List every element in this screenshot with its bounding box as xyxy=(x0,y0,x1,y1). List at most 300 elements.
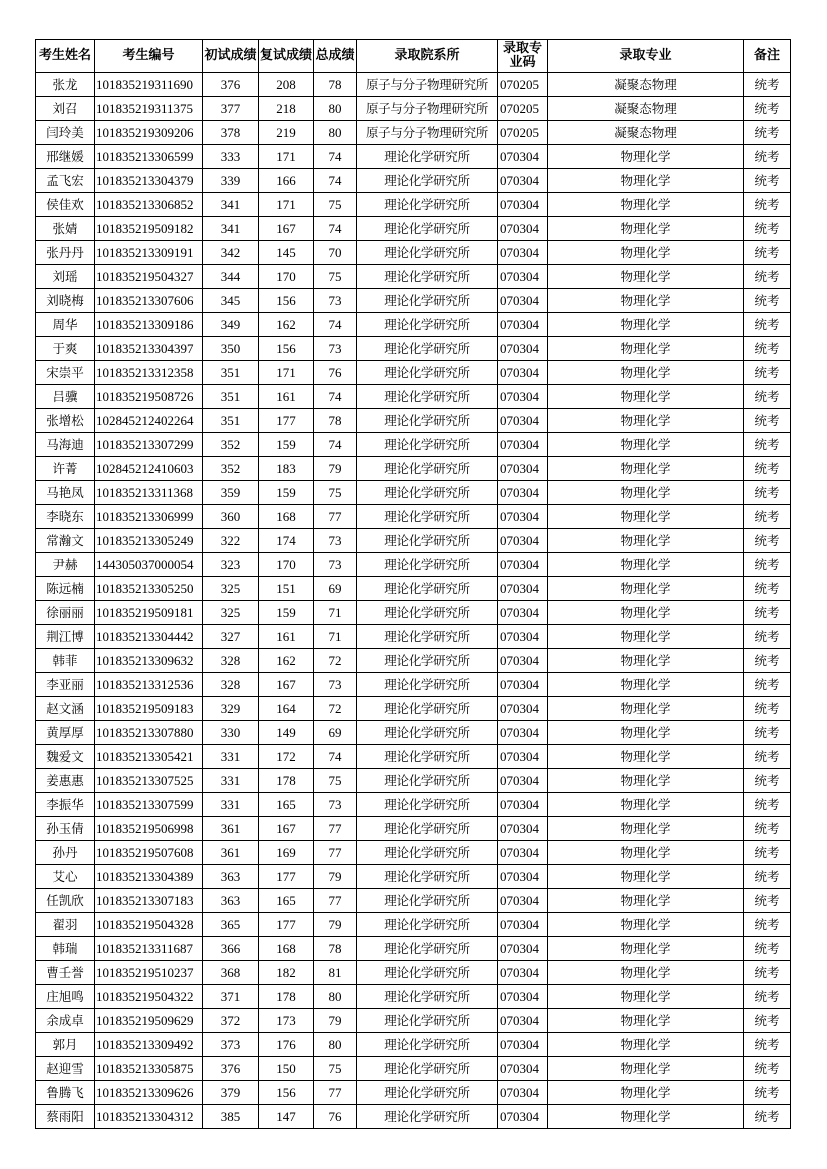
cell-total-score: 75 xyxy=(314,265,357,289)
cell-major-code: 070304 xyxy=(498,433,548,457)
cell-candidate-id: 101835219508726 xyxy=(95,385,203,409)
cell-note: 统考 xyxy=(744,985,791,1009)
cell-major-code: 070304 xyxy=(498,721,548,745)
cell-note: 统考 xyxy=(744,793,791,817)
cell-note: 统考 xyxy=(744,937,791,961)
cell-major-code: 070205 xyxy=(498,97,548,121)
header-major-code: 录取专业码 xyxy=(498,40,548,73)
cell-note: 统考 xyxy=(744,1033,791,1057)
cell-retest-score: 178 xyxy=(259,985,314,1009)
cell-major: 物理化学 xyxy=(548,745,744,769)
cell-candidate-id: 101835213307299 xyxy=(95,433,203,457)
cell-candidate-id: 101835219509182 xyxy=(95,217,203,241)
cell-prelim-score: 372 xyxy=(203,1009,259,1033)
cell-retest-score: 219 xyxy=(259,121,314,145)
cell-major: 物理化学 xyxy=(548,241,744,265)
cell-note: 统考 xyxy=(744,721,791,745)
table-row xyxy=(36,841,791,865)
cell-total-score: 74 xyxy=(314,313,357,337)
cell-note: 统考 xyxy=(744,961,791,985)
cell-note: 统考 xyxy=(744,577,791,601)
cell-name: 李亚丽 xyxy=(36,673,95,697)
cell-prelim-score: 344 xyxy=(203,265,259,289)
cell-note: 统考 xyxy=(744,193,791,217)
cell-note: 统考 xyxy=(744,409,791,433)
cell-prelim-score: 379 xyxy=(203,1081,259,1105)
cell-prelim-score: 331 xyxy=(203,793,259,817)
cell-name: 任凯欣 xyxy=(36,889,95,913)
cell-name: 于爽 xyxy=(36,337,95,361)
header-department: 录取院系所 xyxy=(357,40,498,73)
cell-name: 赵文涵 xyxy=(36,697,95,721)
cell-retest-score: 151 xyxy=(259,577,314,601)
cell-major-code: 070205 xyxy=(498,73,548,97)
cell-name: 赵迎雪 xyxy=(36,1057,95,1081)
cell-retest-score: 171 xyxy=(259,145,314,169)
cell-total-score: 77 xyxy=(314,841,357,865)
cell-retest-score: 177 xyxy=(259,865,314,889)
cell-major-code: 070304 xyxy=(498,169,548,193)
cell-total-score: 72 xyxy=(314,649,357,673)
cell-retest-score: 167 xyxy=(259,673,314,697)
cell-major: 物理化学 xyxy=(548,889,744,913)
table-row xyxy=(36,169,791,193)
cell-prelim-score: 327 xyxy=(203,625,259,649)
cell-total-score: 71 xyxy=(314,625,357,649)
cell-candidate-id: 101835213312358 xyxy=(95,361,203,385)
cell-note: 统考 xyxy=(744,649,791,673)
cell-department: 原子与分子物理研究所 xyxy=(357,97,498,121)
cell-major-code: 070304 xyxy=(498,937,548,961)
cell-prelim-score: 365 xyxy=(203,913,259,937)
cell-prelim-score: 351 xyxy=(203,409,259,433)
cell-candidate-id: 101835213307525 xyxy=(95,769,203,793)
cell-note: 统考 xyxy=(744,433,791,457)
cell-major-code: 070304 xyxy=(498,889,548,913)
cell-major-code: 070304 xyxy=(498,649,548,673)
table-row xyxy=(36,217,791,241)
cell-retest-score: 162 xyxy=(259,649,314,673)
cell-name: 韩瑞 xyxy=(36,937,95,961)
cell-prelim-score: 325 xyxy=(203,577,259,601)
cell-department: 理论化学研究所 xyxy=(357,1033,498,1057)
cell-major: 物理化学 xyxy=(548,1033,744,1057)
cell-candidate-id: 101835219311375 xyxy=(95,97,203,121)
cell-total-score: 79 xyxy=(314,913,357,937)
cell-major-code: 070304 xyxy=(498,745,548,769)
cell-retest-score: 172 xyxy=(259,745,314,769)
cell-prelim-score: 360 xyxy=(203,505,259,529)
table-row xyxy=(36,1081,791,1105)
cell-major: 物理化学 xyxy=(548,913,744,937)
cell-name: 孟飞宏 xyxy=(36,169,95,193)
cell-total-score: 73 xyxy=(314,529,357,553)
cell-prelim-score: 342 xyxy=(203,241,259,265)
cell-retest-score: 167 xyxy=(259,817,314,841)
cell-major: 物理化学 xyxy=(548,385,744,409)
cell-name: 常瀚文 xyxy=(36,529,95,553)
cell-total-score: 75 xyxy=(314,1057,357,1081)
cell-note: 统考 xyxy=(744,97,791,121)
cell-total-score: 69 xyxy=(314,721,357,745)
cell-retest-score: 145 xyxy=(259,241,314,265)
cell-total-score: 74 xyxy=(314,433,357,457)
cell-retest-score: 167 xyxy=(259,217,314,241)
cell-major: 物理化学 xyxy=(548,1009,744,1033)
header-note: 备注 xyxy=(744,40,791,73)
cell-name: 鲁腾飞 xyxy=(36,1081,95,1105)
cell-major: 物理化学 xyxy=(548,937,744,961)
header-name: 考生姓名 xyxy=(36,40,95,73)
cell-major-code: 070304 xyxy=(498,313,548,337)
cell-department: 理论化学研究所 xyxy=(357,529,498,553)
table-row xyxy=(36,481,791,505)
cell-department: 理论化学研究所 xyxy=(357,793,498,817)
table-row xyxy=(36,265,791,289)
cell-major: 物理化学 xyxy=(548,265,744,289)
cell-total-score: 73 xyxy=(314,673,357,697)
cell-name: 刘召 xyxy=(36,97,95,121)
cell-note: 统考 xyxy=(744,481,791,505)
table-row xyxy=(36,73,791,97)
cell-name: 宋崇平 xyxy=(36,361,95,385)
cell-name: 徐丽丽 xyxy=(36,601,95,625)
table-row xyxy=(36,529,791,553)
cell-department: 理论化学研究所 xyxy=(357,1081,498,1105)
cell-candidate-id: 101835219506998 xyxy=(95,817,203,841)
cell-prelim-score: 366 xyxy=(203,937,259,961)
cell-major-code: 070205 xyxy=(498,121,548,145)
cell-department: 理论化学研究所 xyxy=(357,577,498,601)
cell-retest-score: 159 xyxy=(259,481,314,505)
cell-prelim-score: 333 xyxy=(203,145,259,169)
cell-major-code: 070304 xyxy=(498,529,548,553)
table-row xyxy=(36,1009,791,1033)
cell-department: 理论化学研究所 xyxy=(357,217,498,241)
cell-department: 理论化学研究所 xyxy=(357,505,498,529)
cell-total-score: 77 xyxy=(314,817,357,841)
admission-table xyxy=(35,39,791,1129)
cell-note: 统考 xyxy=(744,913,791,937)
cell-total-score: 78 xyxy=(314,73,357,97)
cell-candidate-id: 101835213304397 xyxy=(95,337,203,361)
cell-department: 理论化学研究所 xyxy=(357,841,498,865)
cell-candidate-id: 144305037000054 xyxy=(95,553,203,577)
cell-department: 理论化学研究所 xyxy=(357,1057,498,1081)
cell-major: 物理化学 xyxy=(548,481,744,505)
cell-note: 统考 xyxy=(744,241,791,265)
cell-major: 物理化学 xyxy=(548,865,744,889)
cell-total-score: 79 xyxy=(314,457,357,481)
cell-total-score: 71 xyxy=(314,601,357,625)
header-row xyxy=(36,40,791,73)
table-row xyxy=(36,1105,791,1129)
table-row xyxy=(36,793,791,817)
cell-department: 理论化学研究所 xyxy=(357,673,498,697)
cell-department: 理论化学研究所 xyxy=(357,721,498,745)
table-row xyxy=(36,241,791,265)
cell-prelim-score: 371 xyxy=(203,985,259,1009)
cell-major: 物理化学 xyxy=(548,457,744,481)
cell-candidate-id: 101835213305249 xyxy=(95,529,203,553)
cell-candidate-id: 101835213309632 xyxy=(95,649,203,673)
cell-major-code: 070304 xyxy=(498,673,548,697)
table-row xyxy=(36,361,791,385)
cell-retest-score: 170 xyxy=(259,553,314,577)
cell-total-score: 73 xyxy=(314,337,357,361)
cell-name: 庄旭鸣 xyxy=(36,985,95,1009)
cell-candidate-id: 101835213309186 xyxy=(95,313,203,337)
cell-candidate-id: 101835213309492 xyxy=(95,1033,203,1057)
cell-candidate-id: 101835213311687 xyxy=(95,937,203,961)
cell-name: 孙玉倩 xyxy=(36,817,95,841)
table-row xyxy=(36,913,791,937)
cell-retest-score: 156 xyxy=(259,1081,314,1105)
cell-prelim-score: 341 xyxy=(203,217,259,241)
table-row xyxy=(36,697,791,721)
cell-major-code: 070304 xyxy=(498,769,548,793)
cell-major: 物理化学 xyxy=(548,1105,744,1129)
cell-major-code: 070304 xyxy=(498,409,548,433)
cell-prelim-score: 363 xyxy=(203,865,259,889)
cell-major-code: 070304 xyxy=(498,481,548,505)
cell-candidate-id: 101835213307606 xyxy=(95,289,203,313)
table-row xyxy=(36,385,791,409)
cell-major: 物理化学 xyxy=(548,673,744,697)
cell-total-score: 78 xyxy=(314,937,357,961)
table-row xyxy=(36,121,791,145)
cell-retest-score: 183 xyxy=(259,457,314,481)
cell-prelim-score: 385 xyxy=(203,1105,259,1129)
cell-major-code: 070304 xyxy=(498,241,548,265)
cell-retest-score: 170 xyxy=(259,265,314,289)
cell-major: 物理化学 xyxy=(548,577,744,601)
cell-candidate-id: 101835213305421 xyxy=(95,745,203,769)
cell-candidate-id: 101835213306599 xyxy=(95,145,203,169)
cell-retest-score: 174 xyxy=(259,529,314,553)
cell-name: 侯佳欢 xyxy=(36,193,95,217)
cell-department: 理论化学研究所 xyxy=(357,913,498,937)
table-row xyxy=(36,433,791,457)
table-row xyxy=(36,289,791,313)
cell-name: 艾心 xyxy=(36,865,95,889)
cell-department: 理论化学研究所 xyxy=(357,697,498,721)
cell-candidate-id: 101835213309626 xyxy=(95,1081,203,1105)
cell-candidate-id: 101835219507608 xyxy=(95,841,203,865)
cell-prelim-score: 331 xyxy=(203,769,259,793)
cell-major: 物理化学 xyxy=(548,409,744,433)
cell-prelim-score: 351 xyxy=(203,361,259,385)
cell-candidate-id: 101835219509183 xyxy=(95,697,203,721)
cell-note: 统考 xyxy=(744,865,791,889)
cell-candidate-id: 101835219311690 xyxy=(95,73,203,97)
cell-major-code: 070304 xyxy=(498,553,548,577)
cell-department: 理论化学研究所 xyxy=(357,817,498,841)
cell-candidate-id: 101835213312536 xyxy=(95,673,203,697)
cell-prelim-score: 376 xyxy=(203,1057,259,1081)
cell-candidate-id: 101835213305250 xyxy=(95,577,203,601)
cell-department: 理论化学研究所 xyxy=(357,409,498,433)
table-row xyxy=(36,409,791,433)
cell-note: 统考 xyxy=(744,1009,791,1033)
cell-name: 尹赫 xyxy=(36,553,95,577)
cell-major-code: 070304 xyxy=(498,193,548,217)
cell-name: 曹壬誉 xyxy=(36,961,95,985)
table-row xyxy=(36,721,791,745)
cell-major-code: 070304 xyxy=(498,337,548,361)
cell-retest-score: 218 xyxy=(259,97,314,121)
cell-major: 凝聚态物理 xyxy=(548,73,744,97)
cell-note: 统考 xyxy=(744,745,791,769)
cell-total-score: 77 xyxy=(314,505,357,529)
cell-retest-score: 177 xyxy=(259,913,314,937)
cell-note: 统考 xyxy=(744,313,791,337)
cell-retest-score: 168 xyxy=(259,937,314,961)
cell-total-score: 80 xyxy=(314,985,357,1009)
cell-prelim-score: 339 xyxy=(203,169,259,193)
cell-name: 许菁 xyxy=(36,457,95,481)
cell-major: 物理化学 xyxy=(548,721,744,745)
cell-note: 统考 xyxy=(744,625,791,649)
cell-total-score: 76 xyxy=(314,1105,357,1129)
cell-major-code: 070304 xyxy=(498,865,548,889)
table-row xyxy=(36,1057,791,1081)
cell-note: 统考 xyxy=(744,697,791,721)
cell-major-code: 070304 xyxy=(498,601,548,625)
cell-major: 物理化学 xyxy=(548,625,744,649)
cell-note: 统考 xyxy=(744,337,791,361)
cell-department: 理论化学研究所 xyxy=(357,313,498,337)
cell-name: 李振华 xyxy=(36,793,95,817)
cell-total-score: 74 xyxy=(314,169,357,193)
cell-total-score: 76 xyxy=(314,361,357,385)
cell-retest-score: 166 xyxy=(259,169,314,193)
cell-name: 余成卓 xyxy=(36,1009,95,1033)
cell-prelim-score: 345 xyxy=(203,289,259,313)
cell-prelim-score: 361 xyxy=(203,817,259,841)
cell-major: 物理化学 xyxy=(548,505,744,529)
cell-retest-score: 177 xyxy=(259,409,314,433)
cell-note: 统考 xyxy=(744,529,791,553)
cell-name: 闫玲美 xyxy=(36,121,95,145)
cell-note: 统考 xyxy=(744,1105,791,1129)
cell-retest-score: 165 xyxy=(259,793,314,817)
cell-major: 物理化学 xyxy=(548,1081,744,1105)
cell-total-score: 74 xyxy=(314,217,357,241)
cell-department: 理论化学研究所 xyxy=(357,433,498,457)
cell-department: 理论化学研究所 xyxy=(357,361,498,385)
cell-major-code: 070304 xyxy=(498,913,548,937)
cell-total-score: 79 xyxy=(314,1009,357,1033)
cell-department: 理论化学研究所 xyxy=(357,961,498,985)
cell-retest-score: 147 xyxy=(259,1105,314,1129)
cell-department: 理论化学研究所 xyxy=(357,385,498,409)
cell-major-code: 070304 xyxy=(498,505,548,529)
table-row xyxy=(36,553,791,577)
cell-candidate-id: 101835213304312 xyxy=(95,1105,203,1129)
cell-candidate-id: 101835219510237 xyxy=(95,961,203,985)
cell-retest-score: 156 xyxy=(259,337,314,361)
cell-prelim-score: 322 xyxy=(203,529,259,553)
cell-prelim-score: 368 xyxy=(203,961,259,985)
cell-prelim-score: 359 xyxy=(203,481,259,505)
cell-note: 统考 xyxy=(744,889,791,913)
cell-major-code: 070304 xyxy=(498,361,548,385)
cell-total-score: 74 xyxy=(314,745,357,769)
cell-prelim-score: 351 xyxy=(203,385,259,409)
cell-note: 统考 xyxy=(744,361,791,385)
cell-prelim-score: 373 xyxy=(203,1033,259,1057)
cell-prelim-score: 352 xyxy=(203,433,259,457)
cell-name: 张增松 xyxy=(36,409,95,433)
cell-department: 理论化学研究所 xyxy=(357,865,498,889)
cell-name: 张丹丹 xyxy=(36,241,95,265)
cell-major-code: 070304 xyxy=(498,217,548,241)
cell-candidate-id: 101835219309206 xyxy=(95,121,203,145)
cell-department: 理论化学研究所 xyxy=(357,649,498,673)
cell-note: 统考 xyxy=(744,289,791,313)
cell-note: 统考 xyxy=(744,673,791,697)
cell-department: 理论化学研究所 xyxy=(357,265,498,289)
cell-major: 物理化学 xyxy=(548,313,744,337)
cell-department: 理论化学研究所 xyxy=(357,457,498,481)
cell-name: 马艳凤 xyxy=(36,481,95,505)
cell-retest-score: 156 xyxy=(259,289,314,313)
cell-candidate-id: 101835219504327 xyxy=(95,265,203,289)
cell-total-score: 75 xyxy=(314,193,357,217)
header-candidate-id: 考生编号 xyxy=(95,40,203,73)
cell-department: 理论化学研究所 xyxy=(357,145,498,169)
cell-name: 孙丹 xyxy=(36,841,95,865)
cell-department: 理论化学研究所 xyxy=(357,745,498,769)
cell-name: 荆江博 xyxy=(36,625,95,649)
cell-major-code: 070304 xyxy=(498,145,548,169)
cell-major-code: 070304 xyxy=(498,625,548,649)
cell-major: 物理化学 xyxy=(548,553,744,577)
cell-note: 统考 xyxy=(744,265,791,289)
cell-prelim-score: 361 xyxy=(203,841,259,865)
table-row xyxy=(36,937,791,961)
cell-department: 理论化学研究所 xyxy=(357,937,498,961)
admission-list-sheet xyxy=(35,39,791,1129)
cell-prelim-score: 378 xyxy=(203,121,259,145)
cell-total-score: 80 xyxy=(314,97,357,121)
cell-name: 黄厚厚 xyxy=(36,721,95,745)
cell-candidate-id: 101835213304379 xyxy=(95,169,203,193)
cell-name: 吕骥 xyxy=(36,385,95,409)
cell-major: 物理化学 xyxy=(548,817,744,841)
cell-note: 统考 xyxy=(744,601,791,625)
cell-name: 韩菲 xyxy=(36,649,95,673)
cell-prelim-score: 377 xyxy=(203,97,259,121)
cell-candidate-id: 101835213304442 xyxy=(95,625,203,649)
cell-prelim-score: 323 xyxy=(203,553,259,577)
cell-major: 物理化学 xyxy=(548,529,744,553)
cell-department: 理论化学研究所 xyxy=(357,769,498,793)
cell-note: 统考 xyxy=(744,457,791,481)
cell-candidate-id: 101835213309191 xyxy=(95,241,203,265)
cell-prelim-score: 350 xyxy=(203,337,259,361)
cell-name: 李晓东 xyxy=(36,505,95,529)
cell-candidate-id: 101835213311368 xyxy=(95,481,203,505)
cell-prelim-score: 330 xyxy=(203,721,259,745)
cell-name: 魏爱文 xyxy=(36,745,95,769)
cell-total-score: 75 xyxy=(314,769,357,793)
cell-candidate-id: 102845212410603 xyxy=(95,457,203,481)
table-row xyxy=(36,961,791,985)
cell-major: 物理化学 xyxy=(548,289,744,313)
cell-department: 理论化学研究所 xyxy=(357,481,498,505)
